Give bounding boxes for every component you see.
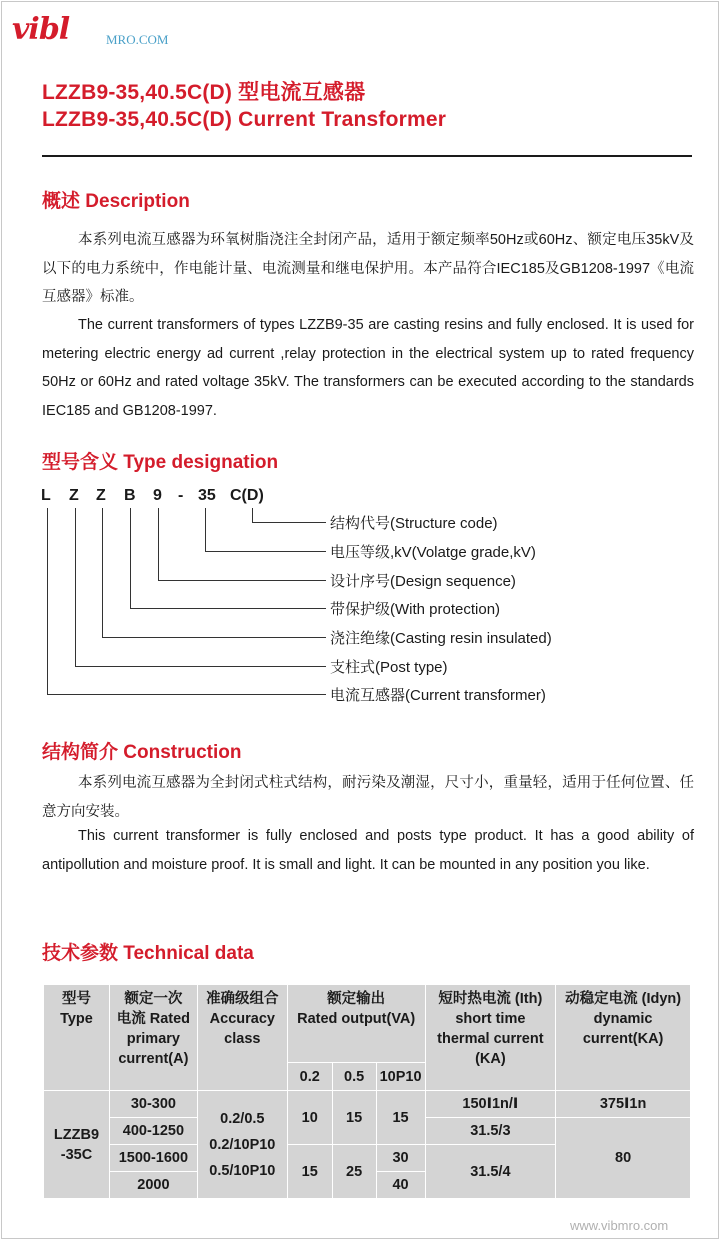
logo-site-name: MRO.COM [106, 32, 169, 47]
cell-primary: 30-300 [109, 1091, 197, 1118]
logo-script: vibl [12, 12, 70, 47]
section-heading-type-designation: 型号含义 Type designation [42, 452, 279, 473]
cell-idyn: 375Ⅰ1n [556, 1091, 691, 1118]
header-idyn [556, 985, 691, 1091]
construction-text-cn: 本系列电流互感器为全封闭式柱式结构，耐污染及潮湿，尺寸小，重量轻，适用于任何位置、任意方向安装。 [42, 775, 694, 820]
cell-primary: 400-1250 [109, 1118, 197, 1145]
designation-digit-9: 9 [153, 487, 162, 504]
section-heading-description: 概述 Description [42, 191, 190, 212]
cell-primary: 1500-1600 [109, 1145, 197, 1172]
table-header-row [44, 985, 691, 1063]
site-logo[interactable] [10, 8, 175, 50]
leader-h-b [130, 608, 326, 609]
leader-h-9 [158, 580, 326, 581]
designation-letter-b: B [124, 487, 136, 504]
header-accuracy [197, 985, 287, 1091]
leader-h-cd [252, 522, 326, 523]
header-output-cn: 额定输出 [327, 991, 386, 1007]
header-ith [425, 985, 556, 1091]
section-heading-construction: 结构简介 Construction [42, 742, 242, 763]
cell-output-a-02: 10 [287, 1091, 332, 1145]
label-casting-resin: 浇注绝缘(Casting resin insulated) [330, 630, 552, 647]
leader-line-b [130, 508, 131, 608]
cell-output-b-10p10-2: 40 [376, 1172, 425, 1199]
description-text-cn: 本系列电流互感器为环氧树脂浇注全封闭产品，适用于额定频率50Hz或60Hz、额定电压35kV及以下的电力系统中，作电能计量、电流测量和继电保护用。本产品符合IEC185及GB1208-1997《电流互感器》标准。 [42, 232, 694, 306]
label-structure-code: 结构代号(Structure code) [330, 515, 498, 532]
page-title-en: LZZB9-35,40.5C(D) Current Transformer [42, 108, 447, 131]
header-accuracy-cn: 准确级组合 [206, 991, 279, 1007]
cell-output-b-05: 25 [332, 1145, 376, 1199]
label-post-type: 支柱式(Post type) [330, 659, 448, 676]
leader-line-cd [252, 508, 253, 522]
label-design-sequence: 设计序号(Design sequence) [330, 573, 516, 590]
leader-h-z1 [75, 666, 326, 667]
header-accuracy-en: Accuracy class [209, 1011, 275, 1047]
cell-accuracy-1: 0.2/0.5 [220, 1110, 265, 1127]
header-output-en: Rated output(VA) [297, 1011, 416, 1027]
leader-h-l [47, 694, 326, 695]
header-type-cn: 型号 [61, 991, 91, 1007]
cell-primary: 2000 [109, 1172, 197, 1199]
cell-idyn: 80 [556, 1118, 691, 1199]
leader-line-z1 [75, 508, 76, 666]
title-divider [42, 155, 692, 157]
header-idyn-cn: 动稳定电流 (Idyn) [565, 991, 682, 1007]
header-primary-en: 电流 Rated primary current(A) [116, 1011, 191, 1067]
cell-output-a-10p10: 15 [376, 1091, 425, 1145]
label-voltage-grade: 电压等级,kV(Volatge grade,kV) [330, 544, 536, 561]
table-row [44, 1091, 691, 1118]
header-output-0-5: 0.5 [332, 1063, 376, 1091]
section-heading-technical: 技术参数 Technical data [42, 943, 254, 964]
cell-accuracy-2: 0.2/10P10 [209, 1136, 276, 1153]
leader-line-l [47, 508, 48, 694]
header-ith-cn: 短时热电流 (Ith) [438, 991, 543, 1007]
cell-accuracy-3: 0.5/10P10 [209, 1162, 276, 1179]
leader-line-z2 [102, 508, 103, 637]
construction-text-en: This current transformer is fully enclosed and posts type product. It has a good ability of antipollution and moisture proof. It is small and light. It can be mounted in any position you like. [42, 828, 694, 873]
cell-output-b-02: 15 [287, 1145, 332, 1199]
header-primary-cn: 额定一次 [124, 991, 183, 1007]
cell-accuracy [197, 1091, 287, 1199]
header-ith-en: short time thermal current (KA) [437, 1011, 544, 1067]
leader-line-35 [205, 508, 206, 551]
cell-output-a-05: 15 [332, 1091, 376, 1145]
technical-data-table [43, 984, 691, 1199]
header-rated-output [287, 985, 425, 1063]
designation-voltage-35: 35 [198, 487, 216, 504]
cell-ith: 31.5/4 [425, 1145, 556, 1199]
footer-url[interactable]: www.vibmro.com [570, 1218, 669, 1233]
description-text-en: The current transformers of types LZZB9-35 are casting resins and fully enclosed. It is used for metering electric energy ad current ,relay protection in the electrical system up to rated frequency 50Hz or 60Hz and rated voltage 35kV. The transformers can be executed according to the standards IEC185 and GB1208-1997. [42, 317, 694, 419]
cell-ith: 150Ⅰ1n/Ⅰ [425, 1091, 556, 1118]
cell-ith: 31.5/3 [425, 1118, 556, 1145]
header-type-en: Type [60, 1011, 93, 1027]
designation-code-cd: C(D) [230, 487, 264, 504]
label-current-transformer: 电流互感器(Current transformer) [330, 687, 546, 704]
header-type [44, 985, 110, 1091]
page-title-cn: LZZB9-35,40.5C(D) 型电流互感器 [42, 81, 366, 104]
cell-output-b-10p10-1: 30 [376, 1145, 425, 1172]
header-primary-current [109, 985, 197, 1091]
header-output-0-2: 0.2 [287, 1063, 332, 1091]
leader-h-z2 [102, 637, 326, 638]
designation-letter-l: L [41, 487, 51, 504]
header-idyn-en: dynamic current(KA) [582, 1011, 664, 1047]
designation-letter-z2: Z [96, 487, 106, 504]
cell-model: LZZB9 -35C [44, 1091, 110, 1199]
header-output-10p10: 10P10 [376, 1063, 425, 1091]
leader-h-35 [205, 551, 326, 552]
designation-dash: - [178, 487, 184, 504]
leader-line-9 [158, 508, 159, 580]
label-with-protection: 带保护级(With protection) [330, 601, 501, 618]
designation-letter-z1: Z [69, 487, 79, 504]
